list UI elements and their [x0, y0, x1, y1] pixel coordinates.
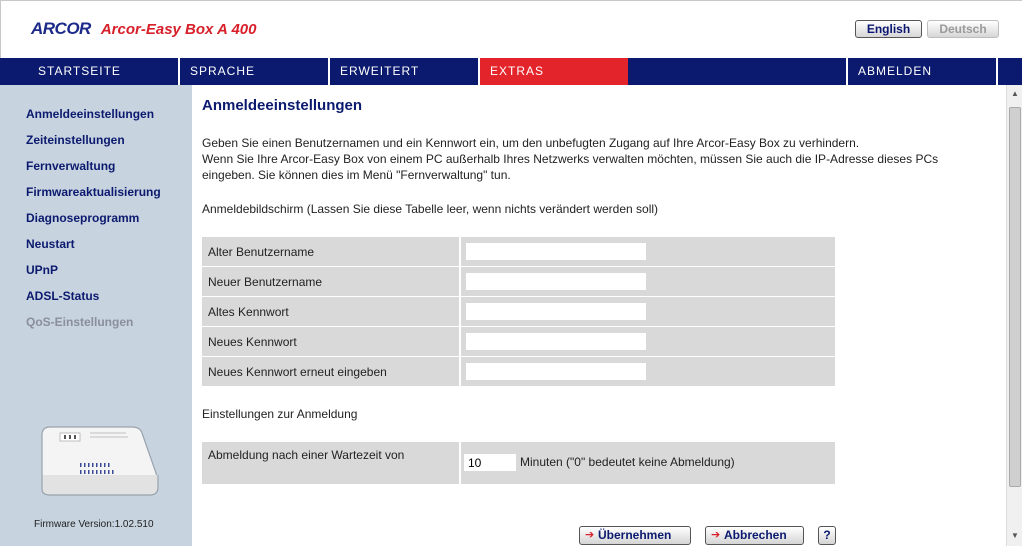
scroll-down-icon[interactable]: ▼: [1011, 531, 1019, 540]
sidebar-item-firmwareaktualisierung[interactable]: Firmwareaktualisierung: [26, 185, 161, 199]
arrow-right-icon: ➔: [711, 529, 721, 541]
nav-spacer: [628, 58, 846, 85]
table-row: [202, 327, 835, 356]
help-button[interactable]: ?: [818, 526, 836, 545]
new-password-input[interactable]: [466, 333, 646, 350]
cancel-label: Abbrechen: [724, 528, 787, 542]
sidebar-item-anmeldeeinstellungen[interactable]: Anmeldeeinstellungen: [26, 107, 155, 121]
confirm-password-label: Neues Kennwort erneut eingeben: [208, 365, 387, 379]
sidebar: [0, 85, 192, 546]
table-cell: [459, 357, 835, 386]
sidebar-item-diagnoseprogramm[interactable]: Diagnoseprogramm: [26, 211, 140, 225]
main-nav: [0, 58, 1022, 85]
router-device-icon: [36, 425, 162, 505]
sidebar-item-qos-einstellungen: QoS-Einstellungen: [26, 315, 134, 329]
section-login-settings: Einstellungen zur Anmeldung: [202, 407, 358, 421]
nav-erweitert[interactable]: ERWEITERT: [328, 58, 478, 85]
section-login-screen: Anmeldebildschirm (Lassen Sie diese Tabelle leer, wenn nichts verändert werden soll): [202, 202, 659, 216]
old-username-label: Alter Benutzername: [208, 245, 315, 259]
timeout-label: Abmeldung nach einer Wartezeit von: [208, 448, 405, 462]
page-title: Anmeldeeinstellungen: [202, 97, 363, 114]
confirm-password-input[interactable]: [466, 363, 646, 380]
nav-startseite[interactable]: STARTSEITE: [38, 64, 121, 78]
apply-button[interactable]: [579, 526, 691, 545]
intro-line-2: Wenn Sie Ihre Arcor-Easy Box von einem PC außerhalb Ihres Netzwerks verwalten möchten, müssen Sie auch die IP-Adresse dieses PCs eingeben. Sie können dies im Menü "Fernverwaltung" tun.: [202, 152, 939, 182]
sidebar-item-neustart[interactable]: Neustart: [26, 237, 75, 251]
scroll-up-icon[interactable]: ▲: [1011, 89, 1019, 98]
table-row: [202, 237, 835, 266]
old-username-input[interactable]: [466, 243, 646, 260]
table-row: [202, 357, 835, 386]
new-username-label: Neuer Benutzername: [208, 275, 323, 289]
english-button[interactable]: English: [855, 20, 922, 38]
table-cell: [459, 267, 835, 296]
nav-extras[interactable]: EXTRAS: [478, 58, 628, 85]
arcor-logo: [31, 19, 256, 39]
product-title: Arcor-Easy Box A 400: [100, 20, 257, 38]
old-password-input[interactable]: [466, 303, 646, 320]
nav-sprache[interactable]: SPRACHE: [178, 58, 328, 85]
vertical-scrollbar[interactable]: [1006, 85, 1022, 546]
scrollbar-thumb[interactable]: [1009, 107, 1021, 487]
table-cell: [459, 237, 835, 266]
new-username-input[interactable]: [466, 273, 646, 290]
logo-text: ARCOR: [31, 19, 91, 38]
table-cell: [459, 297, 835, 326]
sidebar-item-fernverwaltung[interactable]: Fernverwaltung: [26, 159, 116, 173]
timeout-unit: Minuten ("0" bedeutet keine Abmeldung): [520, 455, 735, 469]
nav-end: [996, 58, 1020, 85]
credentials-table: [202, 237, 835, 386]
table-cell: [459, 442, 835, 484]
cancel-button[interactable]: [705, 526, 804, 545]
sidebar-item-adsl-status[interactable]: ADSL-Status: [26, 289, 100, 303]
table-cell: [459, 327, 835, 356]
deutsch-button[interactable]: Deutsch: [927, 20, 999, 38]
nav-abmelden[interactable]: ABMELDEN: [846, 58, 996, 85]
apply-label: Übernehmen: [598, 528, 672, 542]
intro-line-1: Geben Sie einen Benutzernamen und ein Kennwort ein, um den unbefugten Zugang auf Ihre Arcor-Easy Box zu verhindern.: [202, 136, 860, 150]
timeout-input[interactable]: [464, 454, 516, 471]
new-password-label: Neues Kennwort: [208, 335, 297, 349]
main-content: [192, 85, 1006, 546]
arrow-right-icon: ➔: [585, 529, 595, 541]
timeout-row: [202, 442, 835, 484]
table-row: [202, 297, 835, 326]
table-row: [202, 267, 835, 296]
intro-text: [202, 135, 992, 183]
old-password-label: Altes Kennwort: [208, 305, 289, 319]
header: [0, 0, 1022, 58]
firmware-version: Firmware Version:1.02.510: [34, 519, 154, 530]
sidebar-item-zeiteinstellungen[interactable]: Zeiteinstellungen: [26, 133, 125, 147]
sidebar-item-upnp[interactable]: UPnP: [26, 263, 59, 277]
